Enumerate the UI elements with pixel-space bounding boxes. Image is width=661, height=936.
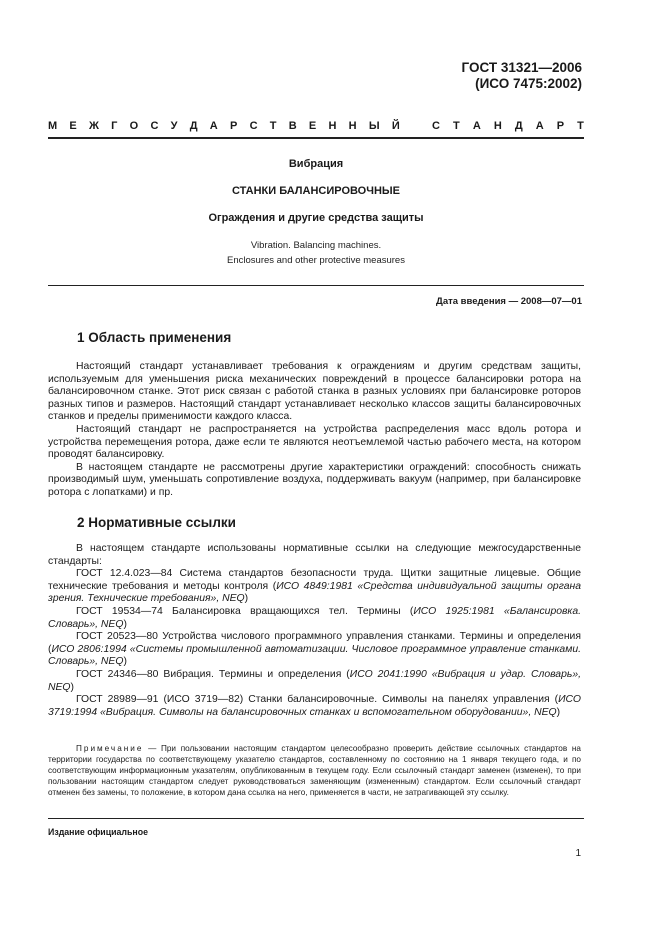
footer-rule [48,818,584,819]
banner-letter: Ы [368,120,380,132]
note-label: Примечание [76,744,144,753]
banner-letter: В [288,120,297,132]
title-rule [48,285,584,286]
banner-letter: Т [577,120,584,132]
banner-right-word [432,120,584,132]
reference-item: ГОСТ 24346—80 Вибрация. Термины и определения (ИСО 2041:1990 «Вибрация и удар. Словарь», NEQ) [48,668,581,693]
note-block [48,743,581,798]
banner-letter: Н [493,120,502,132]
section-1-body [48,361,581,500]
paragraph: Настоящий стандарт не распространяется на устройства распределения масс вдоль ротора и устройства перемещения ротора, даже если те являются неотъемлемой частью рабочего места, на котором проводят балансировку. [48,423,581,461]
section-2-heading: 2 Нормативные ссылки [77,515,236,530]
banner-letter: Г [111,120,118,132]
reference-item: ГОСТ 20523—80 Устройства числового программного управления станками. Термины и определения (ИСО 2806:1994 «Системы промышленной автоматизации. Числовое программное управление станками. Словарь», NEQ) [48,631,581,668]
banner-letter: Р [229,120,238,132]
standard-number: ГОСТ 31321—2006 [461,60,582,75]
banner-letter: А [535,120,544,132]
banner-letter: Ж [88,120,99,132]
top-rule [48,137,584,139]
title-sub: Ограждения и другие средства защиты [208,212,424,224]
banner-letter: Р [556,120,565,132]
banner-letter: Т [269,120,277,132]
title-english [48,238,584,268]
paragraph: Настоящий стандарт устанавливает требования к ограждениям и другим средствам защиты, используемым для уменьшения риска механических повреждений в процессе балансировки ротора на балансировочном станке. Этот риск связан с работой станка в разных условиях при балансировке роторов разных типов и размеров. Настоящий стандарт устанавливает несколько классов защиты балансировочных станков и пределы применимости каждого класса. [48,361,581,423]
edition-label: Издание официальное [48,827,148,837]
banner-letter: О [129,120,139,132]
page-number: 1 [575,848,581,859]
banner-letter: С [150,120,159,132]
reference-item: ГОСТ 19534—74 Балансировка вращающихся тел. Термины (ИСО 1925:1981 «Балансировка. Словарь», NEQ) [48,605,581,630]
paragraph: В настоящем стандарте использованы нормативные ссылки на следующие межгосударственные стандарты: [48,543,581,567]
title-subject: Вибрация [288,158,344,170]
reference-item: ГОСТ 28989—91 (ИСО 3719—82) Станки балансировочные. Символы на панелях управления (ИСО 3719:1994 «Вибрация. Символы на балансировочных станках и вспомогательном оборудовании», NEQ) [48,694,581,718]
banner-letter: Н [328,120,337,132]
title-main: СТАНКИ БАЛАНСИРОВОЧНЫЕ [231,185,401,197]
reference-item: ГОСТ 12.4.023—84 Система стандартов безопасности труда. Щитки защитные лицевые. Общие технические требования и методы контроля (ИСО 4849:1981 «Средства индивидуальной защиты органа зрения. Технические требования», NEQ) [48,568,581,605]
iso-number: (ИСО 7475:2002) [475,76,582,91]
banner-letter: А [209,120,218,132]
note-text: — При пользовании настоящим стандартом целесообразно проверить действие ссылочных стандартов на территории государства по соответствующему указателю стандартов, составленному по состоянию на 1 января текущего года, и по соответствующим информационным указателям, опубликованным в текущем году. Если ссылочный стандарт заменен (изменен), то при пользовании настоящим стандартом следует руководствоваться заменяющим (измененным) стандартом. Если ссылочный стандарт отменен без замены, то положение, в котором дана ссылка на него, применяется в части, не затрагивающей эту ссылку. [48,744,581,798]
banner-letter: Д [189,120,198,132]
section-2-body [48,543,581,719]
title-en-line1: Vibration. Balancing machines. [250,240,382,251]
interstate-standard-banner [48,120,584,132]
banner-letter: Н [348,120,357,132]
banner-letter: Й [391,120,400,132]
banner-left-word [48,120,400,132]
banner-letter: Е [69,120,77,132]
banner-letter: С [249,120,258,132]
banner-letter: А [472,120,481,132]
banner-letter: М [48,120,58,132]
banner-letter: Е [308,120,317,132]
banner-letter: У [170,120,178,132]
banner-letter: Д [514,120,523,132]
introduction-date: Дата введения — 2008—07—01 [436,296,582,307]
section-1-heading: 1 Область применения [77,330,232,345]
document-id-block [462,60,582,92]
title-en-line2: Enclosures and other protective measures [227,255,405,266]
paragraph: В настоящем стандарте не рассмотрены другие характеристики ограждений: способность снижать производимый шум, уменьшать сопротивление воздуха, поддерживать вакуум (например, при балансировке ротора с лопатками) и пр. [48,461,581,498]
banner-letter: Т [453,120,460,132]
banner-letter: С [432,120,440,132]
